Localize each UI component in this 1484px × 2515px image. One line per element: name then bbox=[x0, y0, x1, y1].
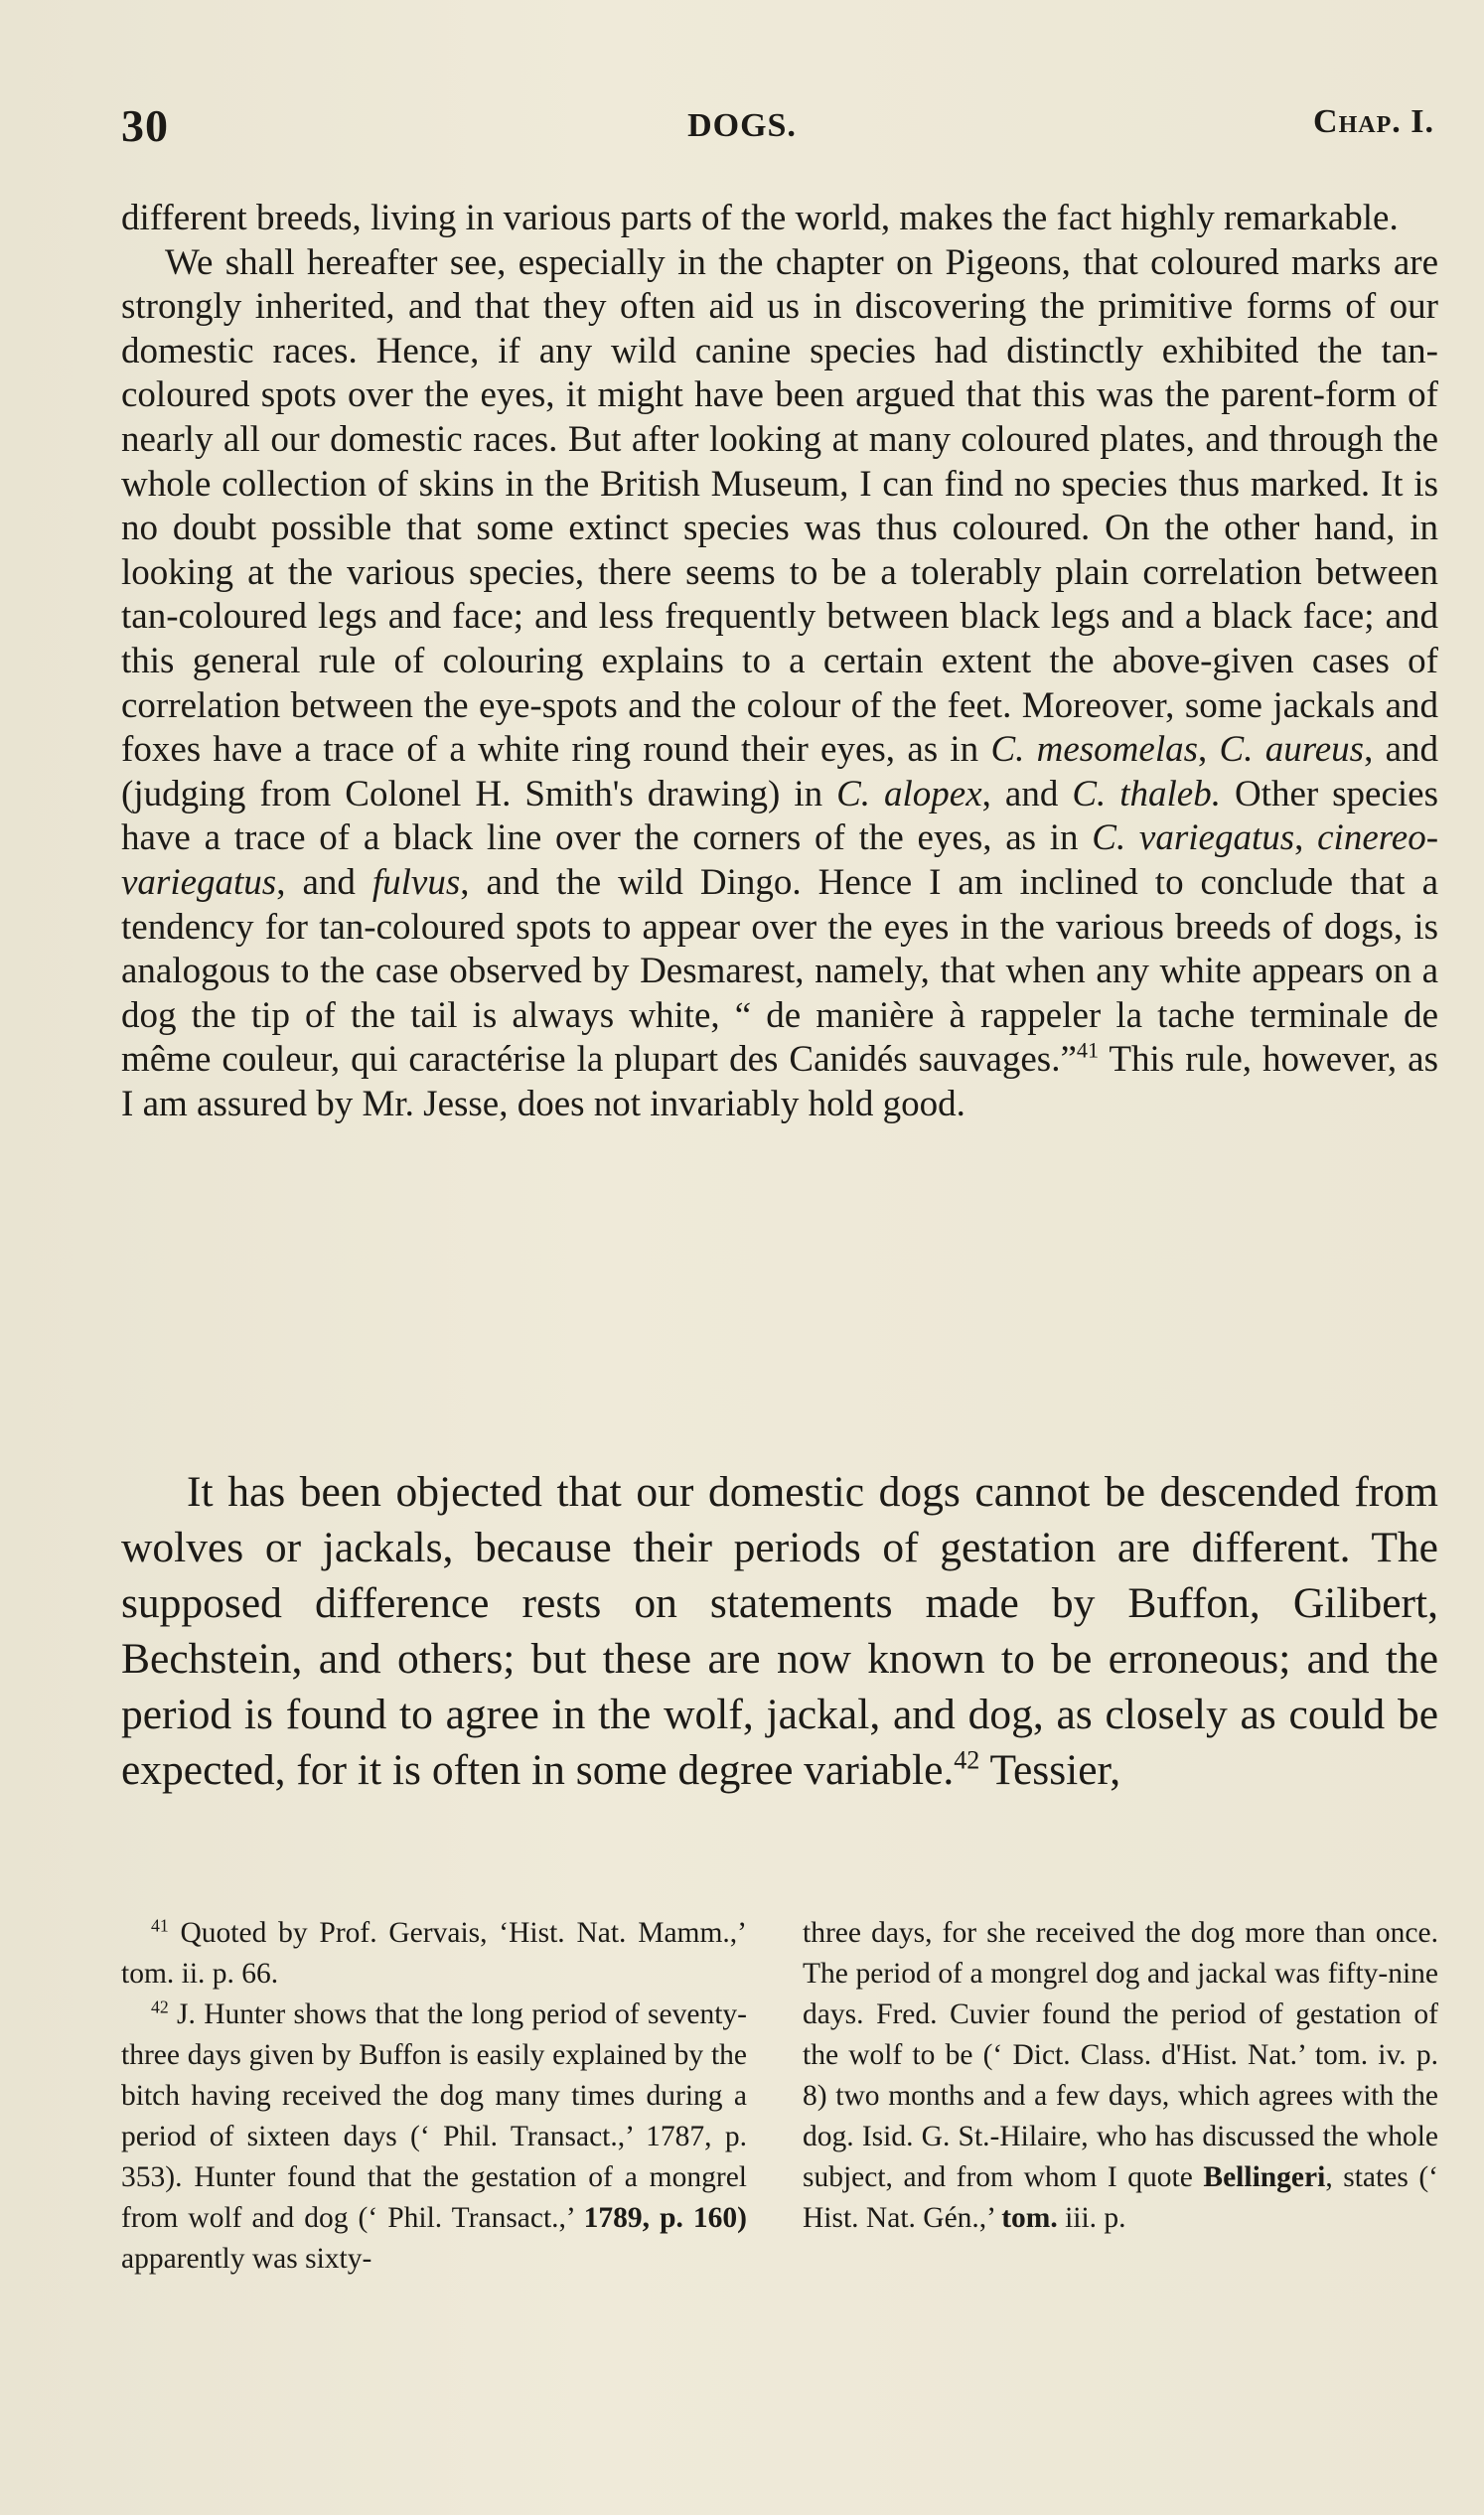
footnotes-left-column bbox=[121, 1913, 747, 2280]
gestation-paragraph bbox=[121, 1464, 1438, 1798]
footnote-42 bbox=[121, 1995, 747, 2280]
footnote-text: Quoted by Prof. Gervais, ‘Hist. Nat. Mamm.,’ tom. ii. p. 66. bbox=[121, 1917, 747, 1990]
paragraph-gestation bbox=[121, 1464, 1438, 1798]
species-name: fulvus bbox=[371, 861, 461, 903]
footnote-text: apparently was sixty- bbox=[121, 2243, 372, 2275]
footnote-ref-42[interactable]: 42 bbox=[954, 1745, 980, 1775]
footnote-42-continued bbox=[803, 1913, 1438, 2239]
species-name: C. mesomelas bbox=[990, 729, 1199, 771]
text-run: It has been objected that our domestic dogs cannot be descended from wolves or jackals, because their periods of gestation are different. The supposed difference rests on statements made by Buffon, Gilibert, Bechstein, and others; but these are now known to be erroneous; and the period is found to agree in the wolf, jackal, and dog, as closely as could be expected, for it is often in some degree variable. bbox=[121, 1468, 1438, 1794]
footnote-text: three days, for she received the dog more than once. The period of a mongrel dog and jackal was fifty-nine days. Fred. Cuvier found the period of gestation of the wolf to be (‘ Dict. Class. d'Hist. Nat.’ tom. iv. p. 8) two months and a few days, which agrees with the dog. Isid. G. St.-Hilaire, who has discussed the whole subject, and from whom I quote bbox=[803, 1917, 1438, 2193]
text-run: , and bbox=[981, 773, 1059, 814]
species-name: cinereo-variegatus bbox=[121, 817, 1439, 903]
footnotes-right-column bbox=[803, 1913, 1438, 2239]
page-number: 30 bbox=[121, 100, 169, 151]
footnote-41 bbox=[121, 1913, 747, 1995]
text-run: Tessier, bbox=[989, 1746, 1121, 1794]
species-name: C. variegatus bbox=[1092, 817, 1295, 859]
text-run: This rule, however, as I am assured by Mr. Jesse, does not invariably hold good. bbox=[121, 1039, 1438, 1124]
footnote-bold-ref: 1789, p. 160) bbox=[583, 2202, 747, 2234]
species-name: C. aureus bbox=[1219, 729, 1365, 771]
footnote-bold-tom: tom. bbox=[1001, 2202, 1058, 2234]
footnote-text: , states (‘ Hist. Nat. Gén.,’ bbox=[803, 2161, 1439, 2234]
main-text bbox=[121, 197, 1438, 1126]
footnote-number: 41 bbox=[151, 1915, 169, 1936]
footnote-text: iii. p. bbox=[1065, 2202, 1126, 2234]
footnote-number: 42 bbox=[151, 1997, 169, 2017]
text-run: We shall hereafter see, especially in the chapter on Pigeons, that coloured marks are strongly inherited, and that they often aid us in discovering the primitive forms of our domestic races. Hence, if any wild canine species had distinctly exhibited the tan-coloured spots over the eyes, it might have been argued that this was the parent-form of nearly all our domestic races. But after looking at many coloured plates, and through the whole collection of skins in the British Museum, I can find no species thus marked. It is no doubt possible that some extinct species was thus coloured. On the other hand, in looking at the various species, there seems to be a tolerably plain correlation between tan-coloured legs and face; and less frequently between black legs and a black face; and this general rule of colouring explains to a certain extent the above-given cases of correlation between the eye-spots and the colour of the feet. Moreover, some jackals and foxes have a trace of a white ring round their eyes, as in bbox=[121, 241, 1438, 771]
footnote-text: J. Hunter shows that the long period of seventy-three days given by Buffon is easily explained by the bitch having received the dog many times during a period of sixteen days (‘ Phil. Transact.,’ 1787, p. 353). Hunter found that the gestation of a mongrel from wolf and dog (‘ Phil. Transact.,’ bbox=[121, 1998, 747, 2234]
text-run: , and the wild Dingo. Hence I am inclined to conclude that a tendency for tan-coloured spots to appear over the eyes in the various breeds of dogs, is analogous to the case observed by Desmarest, namely, that when any white appears on a dog the tip of the tail is always white, “ de manière à rappeler la tache terminale de même couleur, qui caractérise la plupart des Canidés sauvages.” bbox=[121, 861, 1438, 1081]
species-name: C. alopex bbox=[836, 773, 982, 814]
chapter-label: Chap. I. bbox=[1313, 103, 1434, 140]
paragraph-continuation: different breeds, living in various parts of the world, makes the fact highly remarkable. bbox=[121, 198, 1399, 238]
footnote-ref-41[interactable]: 41 bbox=[1076, 1037, 1100, 1063]
footnote-bold-name: Bellingeri bbox=[1203, 2161, 1326, 2193]
text-run: , and bbox=[276, 861, 356, 903]
species-name: C. thaleb. bbox=[1072, 773, 1221, 814]
text-run: Other species have a trace of a black line over the corners of the eyes, as in bbox=[121, 773, 1439, 859]
paragraph-colour-marks: We shall hereafter see, especially in the chapter on Pigeons, that coloured marks are strongly inherited, and that they often aid us in discovering the primitive forms of our domestic races. Hence, if any wild canine species had distinctly exhibited the tan-coloured spots over the eyes, it might have been argued that this was the parent-form of nearly all our domestic races. But after looking at many coloured plates, and through the whole collection of skins in the British Museum, I can find no species thus marked. It is no doubt possible that some extinct species was thus coloured. On the other hand, in looking at the various species, there seems to be a tolerably plain correlation between tan-coloured legs and face; and less frequently between black legs and a black face; and this general rule of colouring explains to a certain extent the above-given cases of correlation between the eye-spots and the colour of the feet. Moreover, some jackals and foxes have a trace of a white ring round their eyes, as in C. mesomelas, C. aureus, and (judging from Colonel H. Smith's drawing) in C. alopex, and C. thaleb. Other species have a trace of a black line over the corners of the eyes, as in C. variegatus, cinereo-variegatus, and fulvus, and the wild Dingo. Hence I am inclined to conclude that a tendency for tan-coloured spots to appear over the eyes in the various breeds of dogs, is analogous to the case observed by Desmarest, namely, that when any white appears on a dog the tip of the tail is always white, “ de manière à rappeler la tache terminale de même couleur, qui caractérise la plupart des Canidés sauvages.”$^{41}$ This rule, however, as I am assured by Mr. Jesse, does not invariably hold good. bbox=[121, 241, 1439, 1124]
text-run: , and (judging from Colonel H. Smith's drawing) in bbox=[121, 729, 1439, 814]
running-title: DOGS. bbox=[687, 107, 797, 144]
